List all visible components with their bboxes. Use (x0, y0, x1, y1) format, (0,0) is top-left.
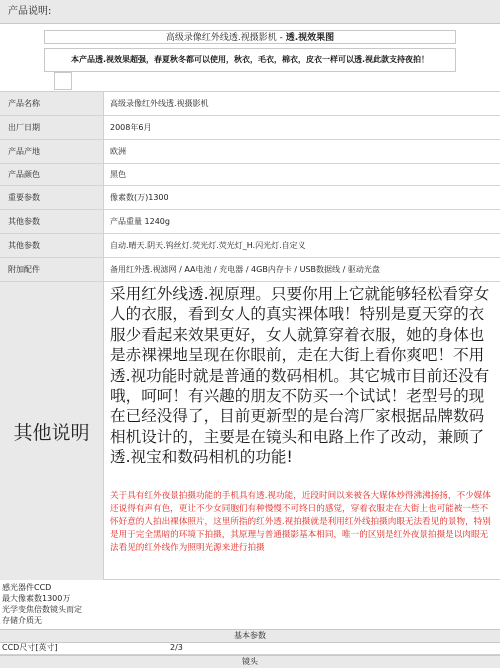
spec-label: 产品产地 (0, 140, 104, 163)
spec-row (0, 234, 500, 258)
after-line: 光学变焦倍数镜头而定 (2, 605, 82, 614)
intro-block (0, 24, 500, 92)
spec-value: 产品重量 1240g (110, 217, 170, 226)
spec-row (0, 186, 500, 210)
spec-row (0, 116, 500, 140)
after-text (0, 582, 500, 626)
spec-value: 自动.晴天.阴天.钨丝灯.荧光灯.荧光灯_H.闪光灯.自定义 (110, 241, 306, 250)
spec-label: 其他参数 (0, 210, 104, 233)
ccd-value: 2/3 (170, 643, 183, 652)
spec-row (0, 92, 500, 116)
spec-value: 高级录像红外线透.视摄影机 (110, 99, 209, 108)
spec-value: 欧洲 (110, 147, 126, 156)
spec-table (0, 92, 500, 282)
ccd-label: CCD尺寸[英寸] (2, 643, 58, 652)
other-notes-main-text: 采用红外线透.视原理。只要你用上它就能够轻松看穿女人的衣服，看到女人的真实裸体哦！特别是夏天穿的衣服少看起来效果更好，女人就算穿着衣服，她的身体也是赤裸裸地呈现在你眼前，走在大街上看你爽吧！不用透.视功能时就是普通的数码相机。其它城市目前还没有哦，呵呵！有兴趣的朋友不防买一个试试！老型号的现在已经没得了，目前更新型的是台湾厂家根据品牌数码相机设计的，主要是在镜头和电路上作了改动，兼顾了透.视宝和数码相机的功能! (110, 285, 490, 467)
section-header: 产品说明: (0, 0, 500, 24)
image-placeholder (54, 72, 72, 90)
spec-row (0, 164, 500, 186)
spec-row (0, 140, 500, 164)
lens-header: 镜头 (0, 655, 500, 668)
spec-value: 备用红外透.视滤网 / AA电池 / 充电器 / 4GB内存卡 / USB数据线 / 驱动光盘 (110, 265, 380, 274)
spec-value: 像素数(万)1300 (110, 193, 169, 202)
intro-title-bold: 透.视效果图 (285, 33, 335, 43)
basic-params-header: 基本参数 (0, 629, 500, 643)
spec-label: 重要参数 (0, 186, 104, 209)
spec-row (0, 210, 500, 234)
spec-label: 产品名称 (0, 92, 104, 115)
intro-title-main: 高级录像红外线透.视摄影机 (165, 33, 277, 43)
other-notes-label: 其他说明 (0, 282, 104, 580)
after-line: 感光器件CCD (2, 583, 52, 592)
spec-value: 2008年6月 (110, 123, 152, 132)
spec-label: 附加配件 (0, 258, 104, 281)
after-line: 最大像素数1300万 (2, 594, 71, 603)
spec-label: 产品颜色 (0, 164, 104, 185)
spec-value: 黑色 (110, 170, 126, 179)
other-notes-red-text: 关于具有红外夜景拍摄功能的手机具有透.视功能，近段时间以来被各大媒体炒得沸沸扬扬，不少媒体还说得有声有色，更让不少女同胞们有种慢慢不可终日的感觉，穿着衣服走在大街上也可能被一些不怀好意的人拍出裸体照片，这里所指的红外透.视拍摄就是利用红外线拍摄肉眼无法看见的景物，特别是用于完全黑暗的环境下拍摄，其原理与普通摄影基本相同，唯一的区别是红外夜景拍摄是以肉眼无法看见的红外线作为照明光源来进行拍摄 (110, 491, 491, 553)
spec-row (0, 258, 500, 282)
intro-note: 本产品透.视效果超强，春夏秋冬都可以使用，秋衣，毛衣，棉衣，皮衣一样可以透.视此款支持夜拍！ (44, 48, 456, 72)
spec-label: 出厂日期 (0, 116, 104, 139)
after-line: 存储介质无 (2, 616, 42, 625)
intro-title-separator: - (276, 33, 286, 43)
spec-label: 其他参数 (0, 234, 104, 257)
ccd-row (0, 642, 500, 655)
intro-title (44, 30, 456, 44)
